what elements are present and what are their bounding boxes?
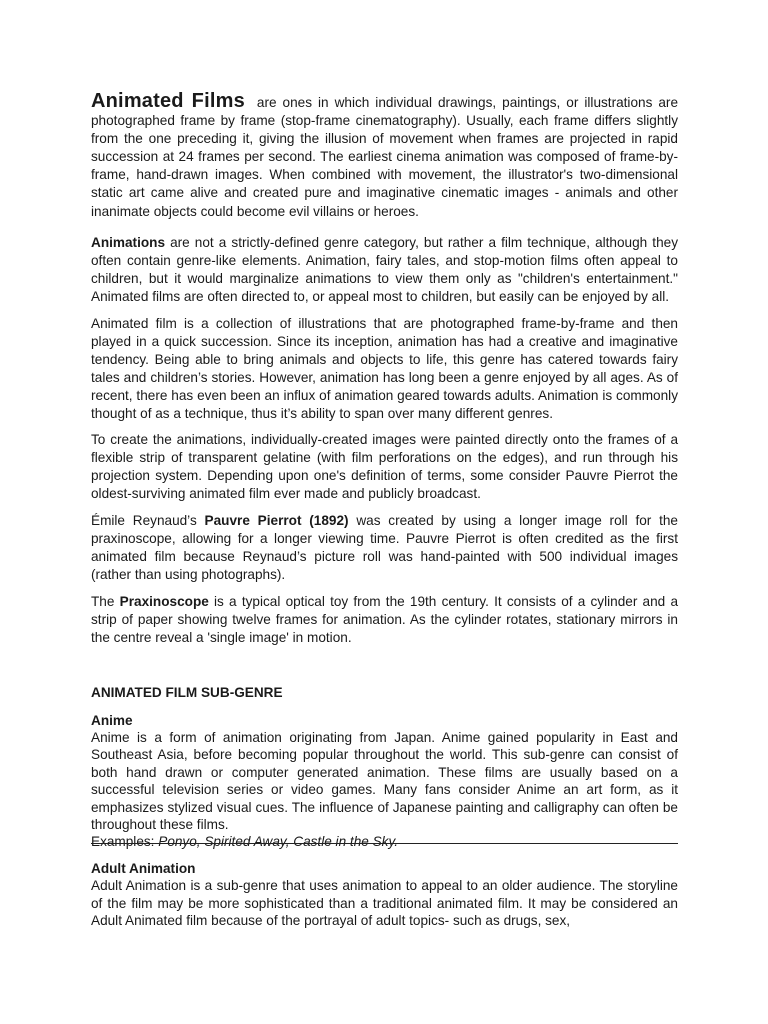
anime-examples-label: Examples:	[91, 834, 155, 850]
reynaud-text: was created by using a longer image roll for the praxinoscope, allowing for a longer viewing time. Pauvre Pierrot is often credited as the first animated film because Reynaud’s picture roll was hand-painted with 500 individual images (rather than using photographs).	[91, 513, 678, 583]
praxinoscope-term: Praxinoscope	[119, 594, 209, 609]
animations-term: Animations	[91, 235, 166, 250]
create-paragraph	[91, 431, 678, 503]
intro-paragraph	[91, 92, 678, 221]
animations-paragraph	[91, 234, 678, 306]
pauvre-pierrot-term: Pauvre Pierrot (1892)	[204, 513, 349, 528]
adult-animation-heading: Adult Animation	[91, 861, 196, 876]
adult-animation-paragraph	[91, 877, 678, 930]
animations-text: are not a strictly-defined genre category, but rather a film technique, although they often contain genre-like elements. Animation, fairy tales, and stop-motion films often appeal to children, but it would marginalize animations to view them only as "children's entertainment." Animated films are often directed to, or appeal most to children, but easily can be enjoyed by all.	[91, 235, 678, 305]
anime-text: Anime is a form of animation originating from Japan. Anime gained popularity in East and Southeast Asia, before becoming popular throughout the world. This sub-genre can consist of both hand drawn or computer generated animation. These films are usually based on a successful television series or video games. Many fans consider Anime an art form, as it emphasizes stylized visual cues. The influence of Japanese painting and calligraphy can often be throughout these films.	[91, 730, 678, 833]
anime-examples: Ponyo, Spirited Away, Castle in the Sky.	[158, 834, 399, 850]
praxinoscope-text: is a typical optical toy from the 19th century. It consists of a cylinder and a strip of paper showing twelve frames for animation. As the cylinder rotates, stationary mirrors in the centre reveal a 'single image' in motion.	[91, 594, 679, 646]
collection-text: Animated film is a collection of illustrations that are photographed frame-by-frame and then played in a quick succession. Since its inception, animation has had a creative and imaginative tendency. Being able to bring animals and objects to life, this genre has catered towards fairy tales and children’s stories. However, animation has long been a genre enjoyed by all ages. As of recent, there has even been an influx of animation geared towards adults. Animation is commonly thought of as a technique, thus it’s ability to span over many different genres.	[91, 316, 678, 422]
reynaud-pre: Émile Reynaud’s	[91, 513, 197, 528]
anime-paragraph	[91, 729, 678, 851]
adult-animation-text: Adult Animation is a sub-genre that uses animation to appeal to an older audience. The storyline of the film may be more sophisticated than a traditional animated film. It may be considered an Adult Animated film because of the portrayal of adult topics- such as drugs, sex,	[91, 878, 678, 929]
subgenre-heading: ANIMATED FILM SUB-GENRE	[91, 685, 283, 700]
section-divider	[91, 843, 678, 844]
create-text: To create the animations, individually-created images were painted directly onto the frames of a flexible strip of transparent gelatine (with film perforations on the edges), and run through his projection system. Depending upon one's definition of terms, some consider Pauvre Pierrot the oldest-surviving animated film ever made and publicly broadcast.	[91, 432, 678, 502]
reynaud-paragraph	[91, 512, 678, 584]
page-title: Animated Films	[91, 90, 245, 112]
anime-heading: Anime	[91, 713, 133, 728]
praxinoscope-paragraph	[91, 593, 678, 647]
collection-paragraph	[91, 315, 678, 424]
intro-text: are ones in which individual drawings, paintings, or illustrations are photographed frame by frame (stop-frame cinematography). Usually, each frame differs slightly from the one preceding it, giving the illusion of movement when frames are projected in rapid succession at 24 frames per second. The earliest cinema animation was composed of frame-by-frame, hand-drawn images. When combined with movement, the illustrator's two-dimensional static art came alive and created pure and imaginative cinematic images - animals and other inanimate objects could become evil villains or heroes.	[91, 95, 679, 219]
praxinoscope-pre: The	[91, 594, 115, 609]
